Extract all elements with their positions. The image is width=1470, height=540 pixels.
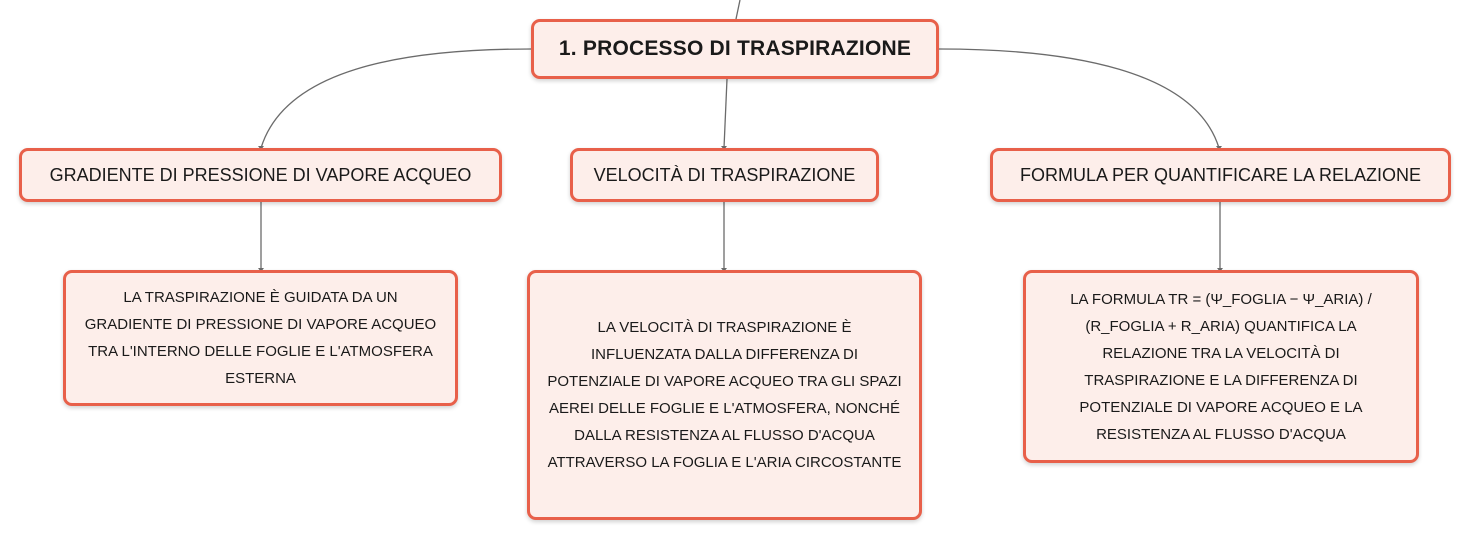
- branch-node-gradient[interactable]: [19, 148, 502, 202]
- connector-root-to-branch-3: [939, 49, 1219, 148]
- leaf-node-text: LA TRASPIRAZIONE È GUIDATA DA UN GRADIENTE DI PRESSIONE DI VAPORE ACQUEO TRA L'INTERNO DELLE FOGLIE E L'ATMOSFERA ESTERNA: [84, 289, 437, 387]
- branch-node-label: GRADIENTE DI PRESSIONE DI VAPORE ACQUEO: [49, 164, 472, 185]
- branch-node-formula[interactable]: [990, 148, 1451, 202]
- leaf-node-velocity[interactable]: [527, 270, 922, 520]
- leaf-node-text: LA FORMULA TR = (Ψ_FOGLIA − Ψ_ARIA) / (R_FOGLIA + R_ARIA) QUANTIFICA LA RELAZIONE TRA LA VELOCITÀ DI TRASPIRAZIONE E LA DIFFERENZA DI POTENZIALE DI VAPORE ACQUEO E LA RESISTENZA AL FLUSSO D'ACQUA: [1070, 290, 1372, 443]
- leaf-node-text: LA VELOCITÀ DI TRASPIRAZIONE È INFLUENZATA DALLA DIFFERENZA DI POTENZIALE DI VAPORE ACQUEO TRA GLI SPAZI AEREI DELLE FOGLIE E L'ATMOSFERA, NONCHÉ DALLA RESISTENZA AL FLUSSO D'ACQUA ATTRAVERSO LA FOGLIA E L'ARIA CIRCOSTANTE: [547, 319, 902, 471]
- leaf-node-gradient[interactable]: [63, 270, 458, 406]
- branch-node-label: VELOCITÀ DI TRASPIRAZIONE: [593, 164, 856, 185]
- root-node[interactable]: [531, 19, 939, 79]
- connector-root-to-branch-2: [724, 79, 727, 148]
- connector-root-to-branch-1: [261, 49, 531, 148]
- branch-node-velocity[interactable]: [570, 148, 879, 202]
- branch-node-label: FORMULA PER QUANTIFICARE LA RELAZIONE: [1019, 164, 1422, 185]
- leaf-node-formula[interactable]: [1023, 270, 1419, 463]
- root-node-label: 1. PROCESSO DI TRASPIRAZIONE: [558, 37, 912, 60]
- connector-parent-to-root: [736, 0, 740, 19]
